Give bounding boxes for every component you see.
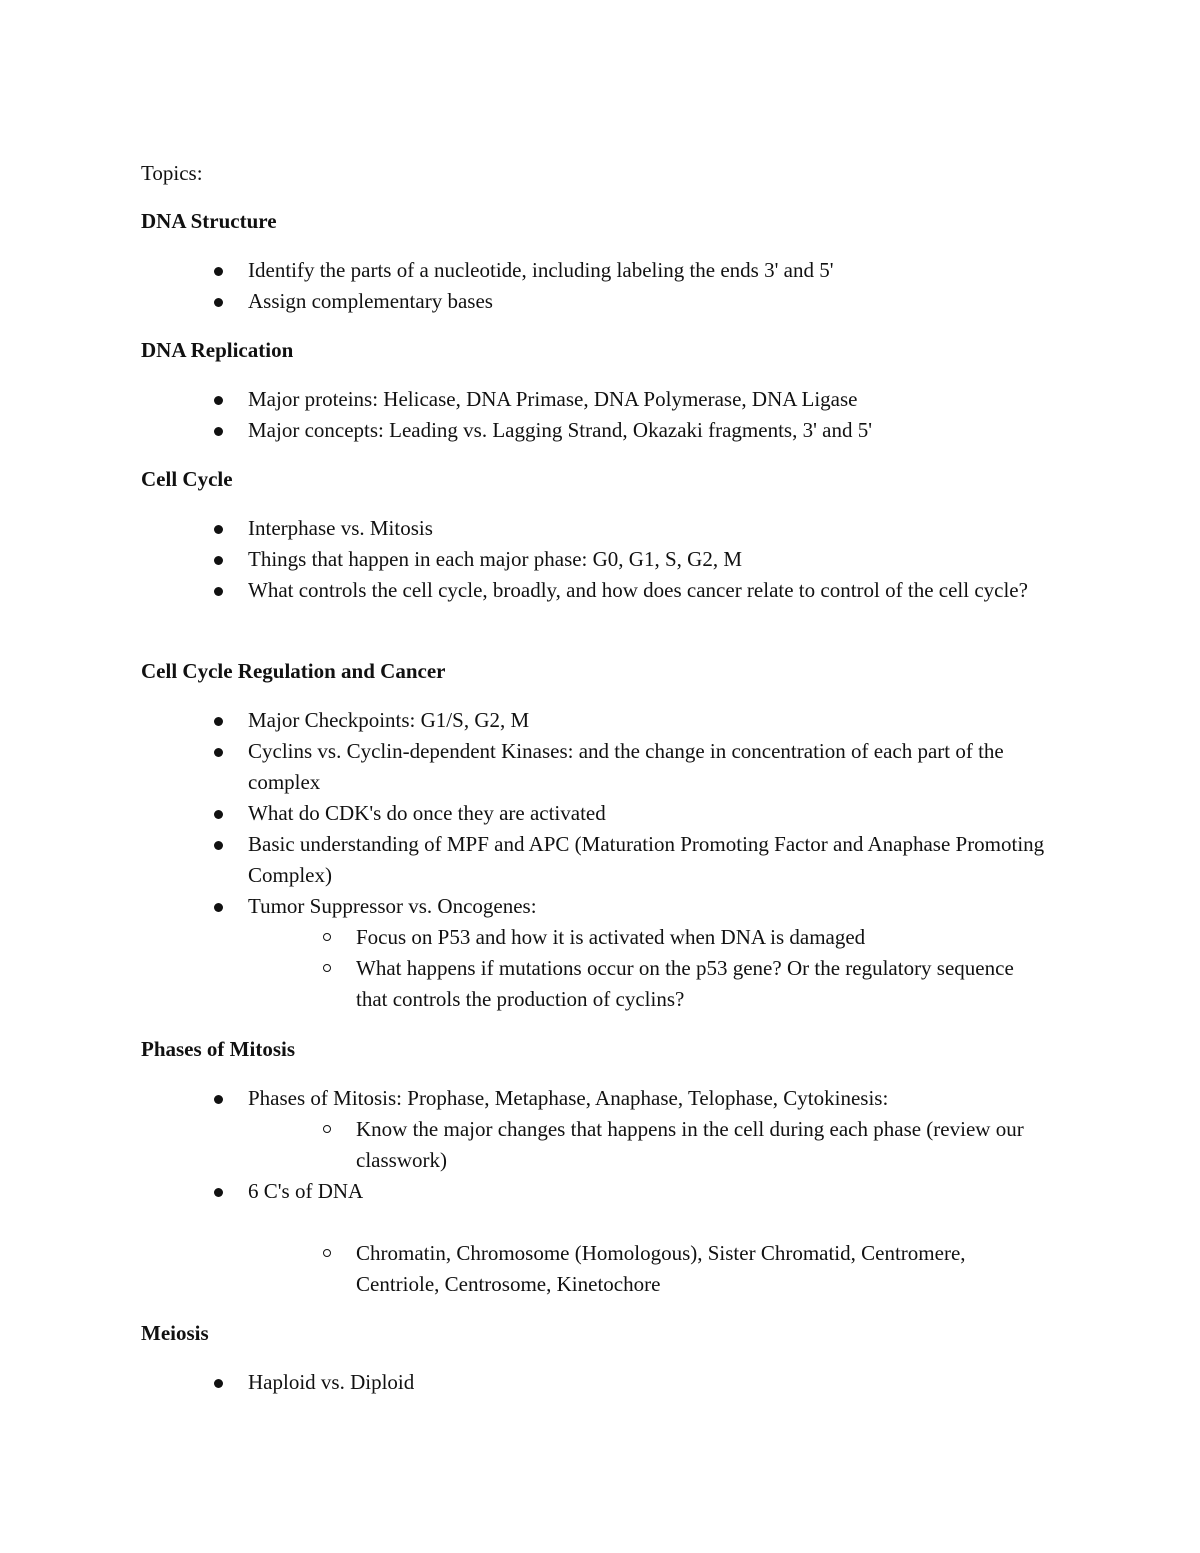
section-heading: DNA Structure [141,209,277,233]
topics-label: Topics: [141,161,203,185]
bullet-icon [214,525,223,534]
sub-list-item: Focus on P53 and how it is activated when DNA is damaged [248,922,1036,953]
section-dna-structure [141,206,1101,317]
list-item: 6 C's of DNA Chromatin, Chromosome (Homologous), Sister Chromatid, Centromere, Centriole, Centrosome, Kinetochore [141,1176,1068,1300]
bullet-icon [214,396,223,405]
section-phases-of-mitosis [141,1034,1101,1300]
topic-list [141,513,1101,606]
section-heading: Cell Cycle [141,467,233,491]
sub-list-item: Chromatin, Chromosome (Homologous), Sister Chromatid, Centromere, Centriole, Centrosome, Kinetochore [248,1238,1036,1300]
list-item: Phases of Mitosis: Prophase, Metaphase, Anaphase, Telophase, Cytokinesis: Know the major changes that happens in the cell during each phase (review our classwork) [141,1083,1068,1176]
topic-list [141,1083,1101,1300]
section-dna-replication [141,335,1101,446]
bullet-icon [214,267,223,276]
bullet-icon [214,427,223,436]
section-cell-cycle [141,464,1101,606]
list-item: Haploid vs. Diploid [141,1367,1068,1398]
list-item: Major concepts: Leading vs. Lagging Strand, Okazaki fragments, 3' and 5' [141,415,1068,446]
hollow-bullet-icon [323,1249,331,1257]
bullet-icon [214,587,223,596]
list-item: What do CDK's do once they are activated [141,798,1068,829]
sub-list [248,922,1068,1015]
hollow-bullet-icon [323,1125,331,1133]
topic-list [141,705,1101,1015]
section-heading: Meiosis [141,1321,209,1345]
sub-list-item: Know the major changes that happens in the cell during each phase (review our classwork) [248,1114,1036,1176]
section-heading: Cell Cycle Regulation and Cancer [141,659,446,683]
section-cell-cycle-regulation [141,656,1101,1015]
bullet-icon [214,1095,223,1104]
section-heading: DNA Replication [141,338,294,362]
topic-list [141,384,1101,446]
list-item: What controls the cell cycle, broadly, and how does cancer relate to control of the cell cycle? [141,575,1068,606]
sub-list [248,1238,1068,1300]
bullet-icon [214,717,223,726]
topic-list [141,255,1101,317]
list-item: Tumor Suppressor vs. Oncogenes: Focus on P53 and how it is activated when DNA is damaged What happens if mutations occur on the p53 gene? Or the regulatory sequence that controls the production of cyclins? [141,891,1068,1015]
hollow-bullet-icon [323,964,331,972]
bullet-icon [214,810,223,819]
sub-list [248,1114,1068,1176]
bullet-icon [214,556,223,565]
bullet-icon [214,1188,223,1197]
list-item: Basic understanding of MPF and APC (Maturation Promoting Factor and Anaphase Promoting Complex) [141,829,1068,891]
list-item: Cyclins vs. Cyclin-dependent Kinases: and the change in concentration of each part of the complex [141,736,1068,798]
bullet-icon [214,1379,223,1388]
list-item: Assign complementary bases [141,286,1068,317]
spacer [248,1207,1068,1238]
list-item: Identify the parts of a nucleotide, including labeling the ends 3' and 5' [141,255,1068,286]
section-heading: Phases of Mitosis [141,1037,295,1061]
list-item: Major proteins: Helicase, DNA Primase, DNA Polymerase, DNA Ligase [141,384,1068,415]
list-item: Interphase vs. Mitosis [141,513,1068,544]
bullet-icon [214,903,223,912]
list-item: Major Checkpoints: G1/S, G2, M [141,705,1068,736]
list-item: Things that happen in each major phase: G0, G1, S, G2, M [141,544,1068,575]
bullet-icon [214,748,223,757]
topic-list [141,1367,1101,1398]
hollow-bullet-icon [323,933,331,941]
sub-list-item: What happens if mutations occur on the p53 gene? Or the regulatory sequence that controls the production of cyclins? [248,953,1036,1015]
bullet-icon [214,298,223,307]
bullet-icon [214,841,223,850]
section-meiosis [141,1318,1101,1398]
